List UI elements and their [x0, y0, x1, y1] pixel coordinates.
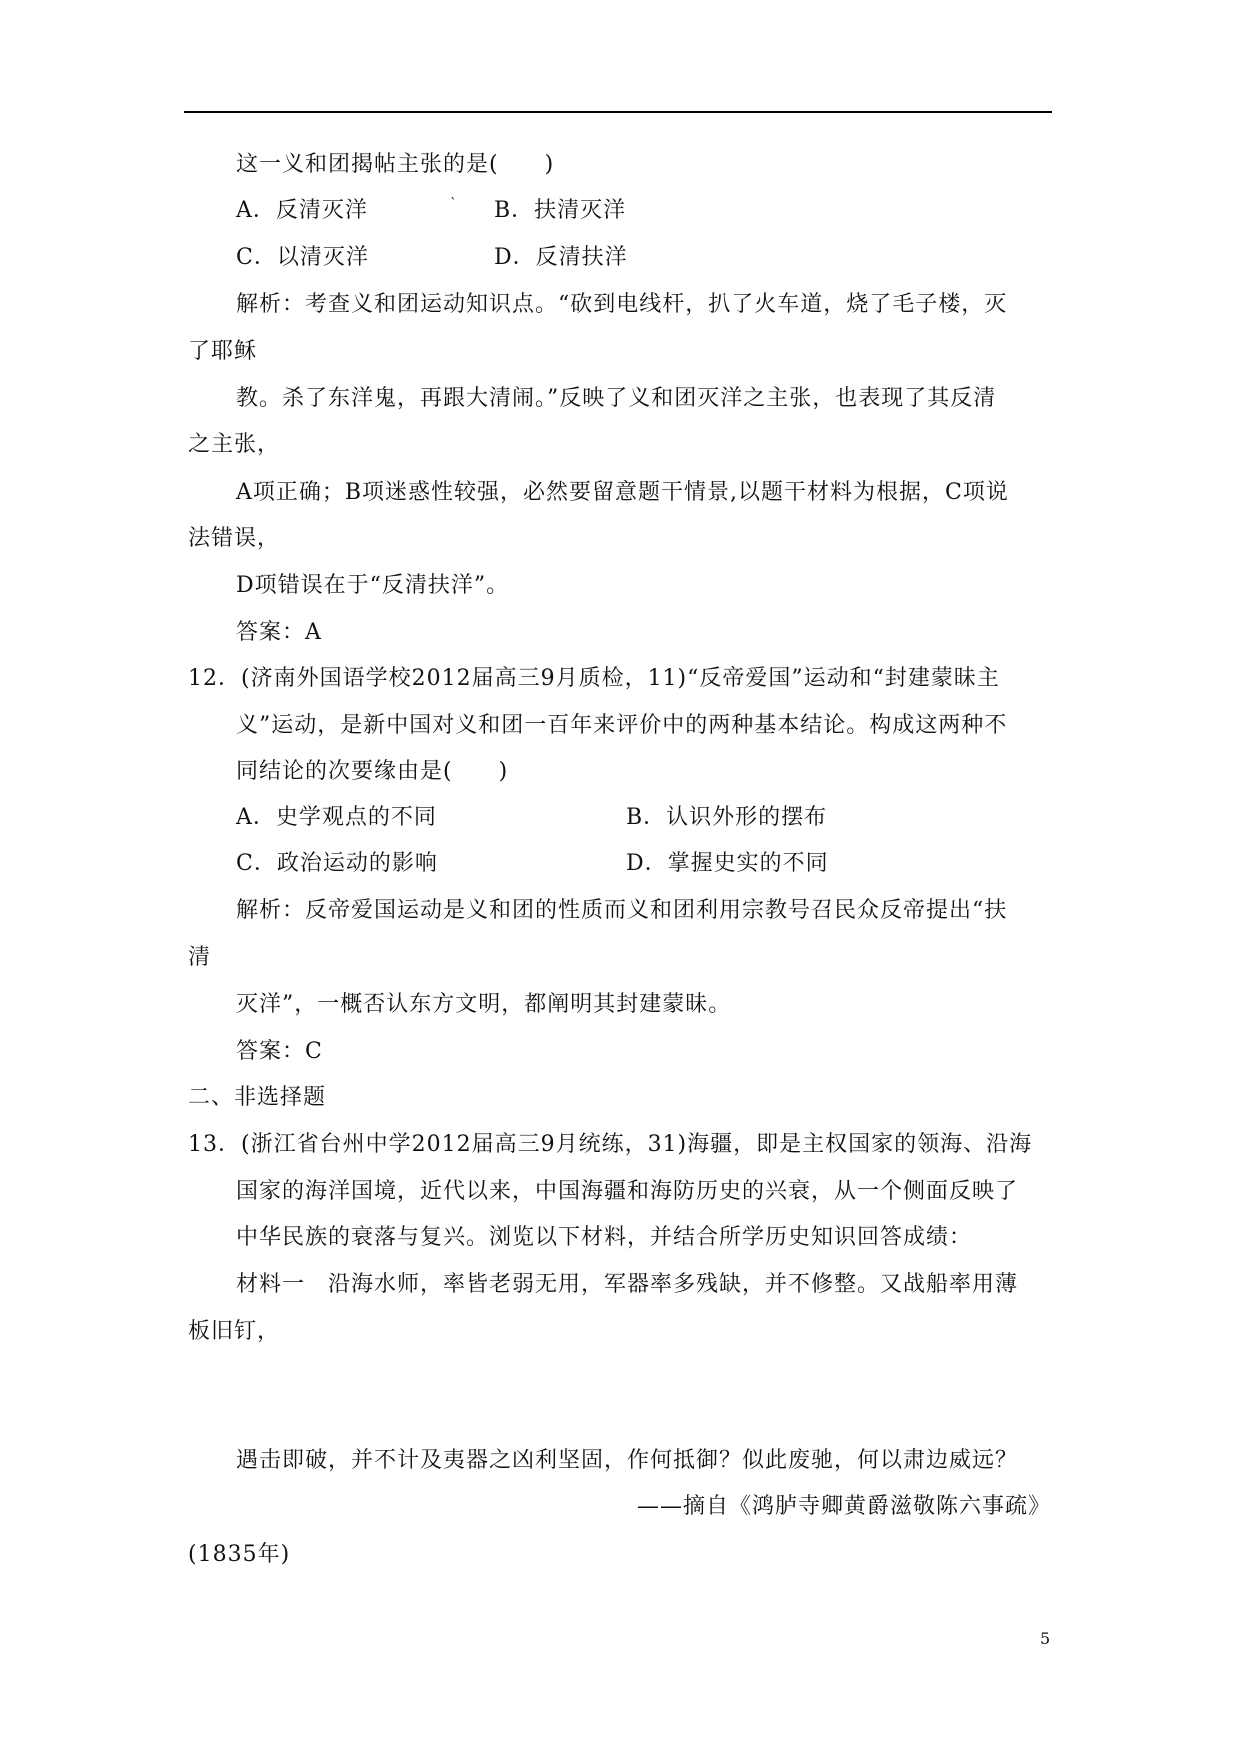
q13-material-year: (1835年): [188, 1542, 291, 1567]
q11-analysis-line-5: A项正确；B项迷惑性较强，必然要留意题干情景,以题干材料为根据，C项说: [236, 480, 1009, 505]
q11-analysis-line-3: 教。杀了东洋鬼，再跟大清闹。”反映了义和团灭洋之主张，也表现了其反清: [236, 386, 997, 411]
q11-analysis-line-1: 解析：考查义和团运动知识点。“砍到电线杆，扒了火车道，烧了毛子楼，灭: [236, 292, 1008, 317]
q13-stem-line-2: 国家的海洋国境，近代以来，中国海疆和海防历史的兴衰，从一个侧面反映了: [236, 1179, 1019, 1204]
q12-option-a: A．史学观点的不同: [236, 805, 437, 830]
q12-option-c: C．政治运动的影响: [236, 851, 438, 876]
page-number: 5: [1040, 1629, 1051, 1648]
q12-analysis-line-1: 解析：反帝爱国运动是义和团的性质而义和团利用宗教号召民众反帝提出“扶: [236, 898, 1008, 923]
q12-option-b: B．认识外形的摆布: [626, 805, 828, 830]
q11-option-c: C．以清灭洋: [236, 245, 369, 270]
q12-stem-line-3: 同结论的次要缘由是( ): [236, 759, 509, 784]
section-heading: 二、非选择题: [188, 1085, 327, 1110]
header-rule: [184, 111, 1052, 113]
q11-option-b: B．扶清灭洋: [494, 198, 627, 223]
q11-option-d: D．反清扶洋: [494, 245, 628, 270]
q12-analysis-line-3: 灭洋”，一概否认东方文明，都阐明其封建蒙昧。: [236, 992, 732, 1017]
q13-stem-line-1: 13．(浙江省台州中学2012届高三9月统练，31)海疆，即是主权国家的领海、沿海: [188, 1132, 1033, 1157]
q11-analysis-line-7: D项错误在于“反清扶洋”。: [236, 573, 510, 598]
q12-stem-line-2: 义”运动，是新中国对义和团一百年来评价中的两种基本结论。构成这两种不: [236, 713, 1008, 738]
q11-stem-tail: 这一义和团揭帖主张的是( ): [236, 152, 555, 177]
q11-option-a: A．反清灭洋: [236, 198, 368, 223]
q11-analysis-line-4: 之主张，: [188, 432, 281, 457]
q13-material-1-line-2: 板旧钉，: [188, 1319, 281, 1344]
q12-analysis-line-2: 清: [188, 945, 212, 970]
q11-answer: 答案：A: [236, 620, 322, 645]
q13-stem-line-3: 中华民族的衰落与复兴。浏览以下材料，并结合所学历史知识回答成绩：: [236, 1225, 973, 1250]
q13-material-1-line-1: 材料一 沿海水师，率皆老弱无用，军器率多残缺，并不修整。又战船率用薄: [236, 1272, 1019, 1297]
q12-stem-line-1: 12．(济南外国语学校2012届高三9月质检，11)“反帝爱国”运动和“封建蒙昧主: [188, 666, 1000, 691]
q13-material-source: ——摘自《鸿胪寺卿黄爵滋敬陈六事疏》: [636, 1494, 1051, 1519]
stray-mark: `: [450, 196, 457, 212]
q11-analysis-line-2: 了耶稣: [188, 339, 258, 364]
q13-material-1-line-3: 遇击即破，并不计及夷器之凶利坚固，作何抵御？似此废驰，何以肃边威远？: [236, 1448, 1019, 1473]
q12-answer: 答案：C: [236, 1039, 323, 1064]
q11-analysis-line-6: 法错误，: [188, 526, 281, 551]
q12-option-d: D．掌握史实的不同: [626, 851, 829, 876]
